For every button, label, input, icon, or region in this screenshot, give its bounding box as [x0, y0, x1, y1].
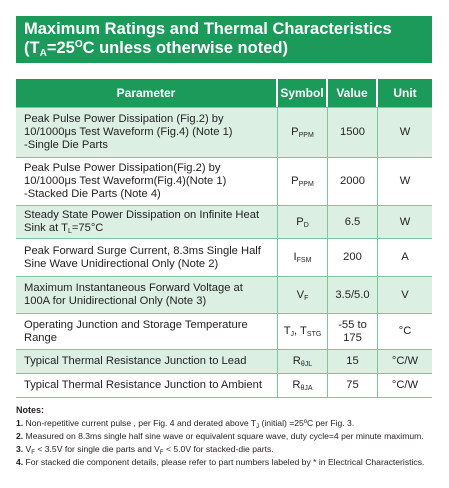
- param-cell: Peak Pulse Power Dissipation (Fig.2) by 10/1000μs Test Waveform (Fig.4) (Note 1) -Single Die Parts: [16, 107, 278, 157]
- symbol-cell: $P_{PPM}$: [278, 107, 328, 157]
- note-4: 4. For stacked die component details, please refer to part numbers labeled by * in Electrical Characteristics.: [16, 457, 425, 467]
- unit-cell: °C/W: [378, 349, 432, 373]
- header-symbol: Symbol: [278, 79, 328, 107]
- value-cell: 3.5/5.0: [328, 276, 378, 313]
- unit-cell: W: [378, 157, 432, 205]
- value-cell: 200: [328, 238, 378, 276]
- param-cell: Maximum Instantaneous Forward Voltage at 100A for Unidirectional Only (Note 3): [16, 276, 278, 313]
- notes-title: Notes:: [16, 405, 45, 415]
- table-row: [16, 349, 432, 373]
- param-cell: Operating Junction and Storage Temperature Range: [16, 313, 278, 349]
- title-line-2: ($T_A=25^OC$ unless otherwise noted): [24, 39, 288, 59]
- table-row: [16, 373, 432, 398]
- value-cell: 2000: [328, 157, 378, 205]
- table-row: [16, 205, 432, 238]
- param-cell: Typical Thermal Resistance Junction to Lead: [16, 349, 278, 373]
- value-cell: 15: [328, 349, 378, 373]
- unit-cell: °C/W: [378, 373, 432, 398]
- param-cell: Peak Pulse Power Dissipation(Fig.2) by 10/1000μs Test Waveform(Fig.4)(Note 1) -Stacked Die Parts (Note 4): [16, 157, 278, 205]
- unit-cell: V: [378, 276, 432, 313]
- note-1: 1. Non-repetitive current pulse , per Fig. 4 and derated above $T_J$ (initial) =25ºC per Fig. 3.: [16, 418, 355, 430]
- notes-section: [16, 404, 436, 469]
- param-cell: Typical Thermal Resistance Junction to Ambient: [16, 373, 278, 398]
- value-cell: 1500: [328, 107, 378, 157]
- table-row: [16, 313, 432, 349]
- title-line-1: Maximum Ratings and Thermal Characteristics: [24, 20, 392, 38]
- table-row: [16, 157, 432, 205]
- table-header-row: [16, 79, 432, 107]
- header-parameter: Parameter: [16, 79, 278, 107]
- symbol-cell: $R_{\theta JA}$: [278, 373, 328, 398]
- symbol-cell: $R_{\theta JL}$: [278, 349, 328, 373]
- symbol-cell: $I_{FSM}$: [278, 238, 328, 276]
- param-cell: Steady State Power Dissipation on Infinite Heat Sink at $T_L=75^\circ C$: [16, 205, 278, 238]
- symbol-cell: $P_D$: [278, 205, 328, 238]
- note-3: 3. $V_F < 3.5V$ for single die parts and $V_F < 5.0V$ for stacked-die parts.: [16, 444, 274, 456]
- ratings-table: [16, 79, 432, 398]
- header-unit: Unit: [378, 79, 432, 107]
- unit-cell: °C: [378, 313, 432, 349]
- header-value: Value: [328, 79, 378, 107]
- value-cell: -55 to 175: [328, 313, 378, 349]
- section-title: [16, 16, 432, 63]
- table-row: [16, 276, 432, 313]
- param-cell: Peak Forward Surge Current, 8.3ms Single Half Sine Wave Unidirectional Only (Note 2): [16, 238, 278, 276]
- table-row: [16, 107, 432, 157]
- symbol-cell: $P_{PPM}$: [278, 157, 328, 205]
- table-row: [16, 238, 432, 276]
- symbol-cell: $V_F$: [278, 276, 328, 313]
- unit-cell: A: [378, 238, 432, 276]
- symbol-cell: $T_J$, $T_{STG}$: [278, 313, 328, 349]
- note-2: 2. Measured on 8.3ms single half sine wave or equivalent square wave, duty cycle=4 per minute maximum.: [16, 431, 424, 441]
- value-cell: 75: [328, 373, 378, 398]
- value-cell: 6.5: [328, 205, 378, 238]
- unit-cell: W: [378, 205, 432, 238]
- unit-cell: W: [378, 107, 432, 157]
